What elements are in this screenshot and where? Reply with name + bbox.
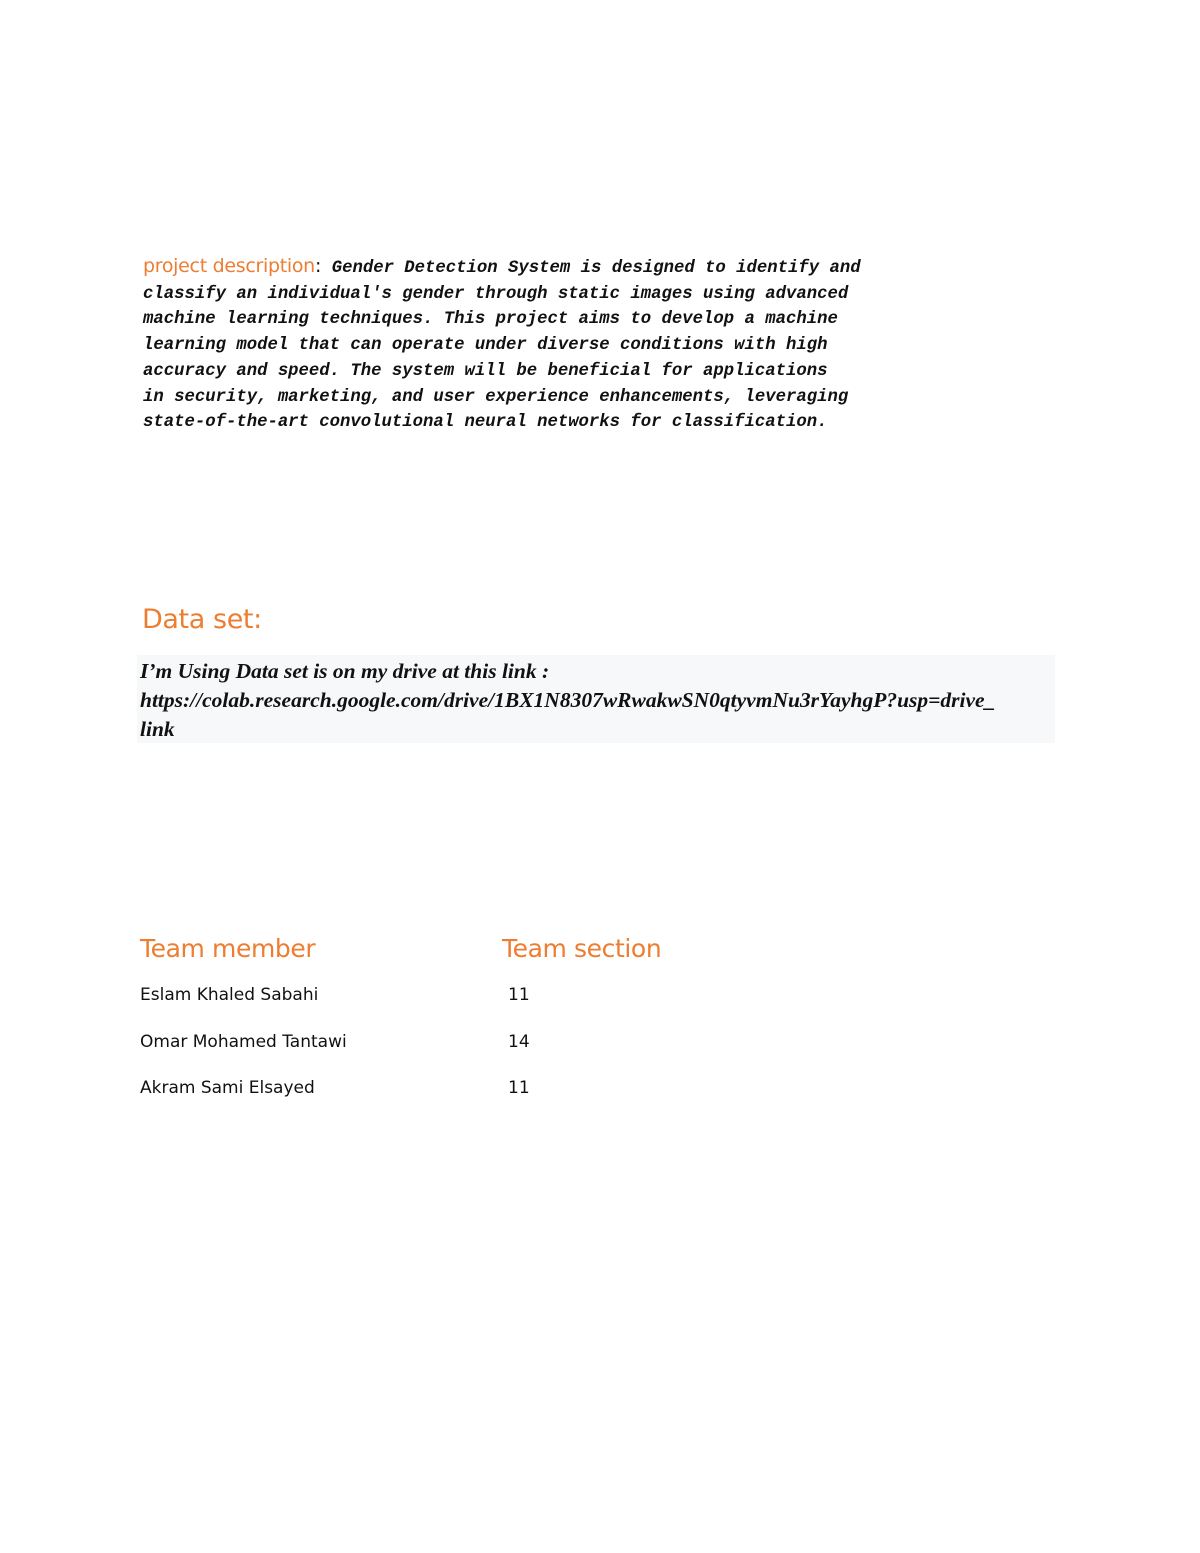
- dataset-intro-line: I’m Using Data set is on my drive at this link :: [140, 659, 550, 683]
- team-row-1-section: 11: [508, 985, 530, 1005]
- dataset-link[interactable]: https://colab.research.google.com/drive/1BX1N8307wRwakwSN0qtyvmNu3rYayhgP?usp=drive_link: [140, 688, 996, 741]
- project-description: [143, 254, 1043, 436]
- team-member-header: Team member: [140, 934, 316, 963]
- team-row-3-section: 11: [508, 1078, 530, 1098]
- team-row-2-section: 14: [508, 1032, 530, 1052]
- team-row-2-name: Omar Mohamed Tantawi: [140, 1032, 347, 1052]
- dataset-text: [140, 657, 1000, 744]
- team-row-1-name: Eslam Khaled Sabahi: [140, 985, 319, 1005]
- project-description-label: project description: [143, 255, 315, 277]
- project-description-text: Gender Detection System is designed to identify and classify an individual's gender through static images using advanced machine learning techniques. This project aims to develop a machine learning model that can operate under diverse conditions with high accuracy and speed. The system will be beneficial for applications in security, marketing, and user experience enhancements, leveraging state-of-the-art convolutional neural networks for classification.: [143, 259, 861, 433]
- project-description-colon: :: [314, 255, 322, 277]
- dataset-heading: Data set:: [142, 604, 262, 635]
- team-section-header: Team section: [502, 934, 662, 963]
- team-row-3-name: Akram Sami Elsayed: [140, 1078, 315, 1098]
